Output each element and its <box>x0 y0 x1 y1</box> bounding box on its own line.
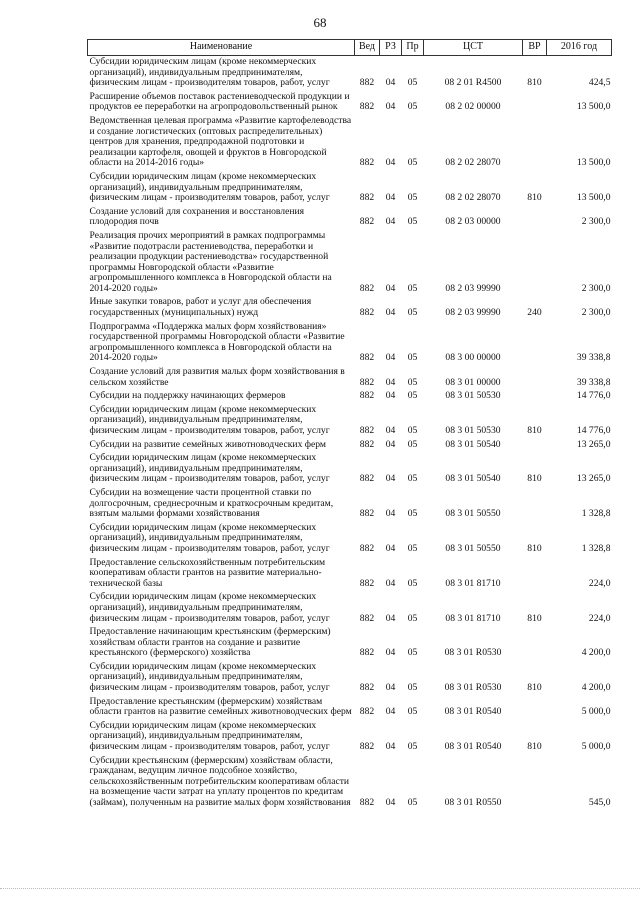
row-vr: 810 <box>527 77 542 89</box>
row-rz: 04 <box>385 542 396 554</box>
budget-table <box>87 39 612 811</box>
row-pr: 05 <box>407 157 418 169</box>
row-name: Подпрограмма «Поддержка малых форм хозяйствования» государственной программы Новгородской области «Развитие агропромышленного комплекса в Новгородской области на 2014-2020 годы» <box>89 320 345 364</box>
row-ved: 882 <box>359 647 375 659</box>
row-pr: 05 <box>407 307 418 319</box>
header-pr: Пр <box>402 40 424 56</box>
row-pr: 05 <box>407 612 418 624</box>
row-pr: 05 <box>407 376 418 388</box>
table-row <box>88 115 612 171</box>
row-ved: 882 <box>359 508 375 520</box>
row-vr <box>523 557 547 592</box>
row-vr: 810 <box>527 682 542 694</box>
table-row <box>88 91 612 115</box>
row-cst: 08 2 03 99990 <box>445 307 501 319</box>
row-name: Субсидии юридическим лицам (кроме некоммерческих организаций), индивидуальным предпринимателям, физическим лицам - производителям товаров, работ, услуг <box>89 521 330 554</box>
row-pr: 05 <box>407 216 418 228</box>
row-amount: 1 328,8 <box>581 508 611 520</box>
row-amount: 5 000,0 <box>581 741 611 753</box>
row-cst: 08 3 01 81710 <box>445 612 501 624</box>
row-cst: 08 3 01 50540 <box>445 473 501 485</box>
row-pr: 05 <box>407 682 418 694</box>
row-amount: 1 328,8 <box>581 542 611 554</box>
row-rz: 04 <box>385 508 396 520</box>
row-rz: 04 <box>385 192 396 204</box>
header-ved: Вед <box>355 40 380 56</box>
row-rz: 04 <box>385 797 396 808</box>
row-ved: 882 <box>359 77 375 89</box>
row-pr: 05 <box>407 577 418 589</box>
row-name: Ведомственная целевая программа «Развитие картофелеводства и создание логистических (оптовых распределительных) центров для хранения, предпродажной подготовки и реализации картофеля, овощей и фруктов в Новгородской области на 2014-2016 годы» <box>89 114 352 169</box>
row-name: Иные закупки товаров, работ и услуг для обеспечения государственных (муниципальных) нужд <box>89 296 312 319</box>
row-ved: 882 <box>359 157 375 169</box>
row-name: Субсидии юридическим лицам (кроме некоммерческих организаций), индивидуальным предпринимателям, физическим лицам - производителям товаров, работ, услуг <box>89 403 330 436</box>
row-amount: 14 776,0 <box>576 390 611 402</box>
row-name: Субсидии юридическим лицам (кроме некоммерческих организаций), индивидуальным предпринимателям, физическим лицам - производителям товаров, работ, услуг <box>89 719 330 753</box>
row-pr: 05 <box>407 542 418 554</box>
row-name: Реализация прочих мероприятий в рамках подпрограммы «Развитие подотрасли растениеводства, переработки и реализации продукции растениеводства» государственной программы Новгородской области «Развитие агропромышленного комплекса в Новгородской области на 2014-2020 годы» <box>89 229 332 294</box>
table-row <box>88 321 612 366</box>
table-row <box>88 171 612 206</box>
row-vr <box>523 91 547 115</box>
row-name: Предоставление крестьянским (фермерским) хозяйствам области грантов на развитие семейных животноводческих ферм <box>89 695 352 718</box>
row-pr: 05 <box>407 438 418 450</box>
row-rz: 04 <box>385 741 396 753</box>
row-ved: 882 <box>359 376 375 388</box>
table-row <box>88 487 612 522</box>
row-rz: 04 <box>385 101 396 113</box>
bottom-scan-edge <box>0 888 640 891</box>
row-rz: 04 <box>385 376 396 388</box>
row-vr: 240 <box>527 307 542 319</box>
row-pr: 05 <box>407 508 418 520</box>
row-rz: 04 <box>385 352 396 364</box>
row-vr: 810 <box>527 473 542 485</box>
row-cst: 08 3 01 R0540 <box>444 706 502 718</box>
row-amount: 424,5 <box>588 77 611 89</box>
row-ved: 882 <box>359 352 375 364</box>
row-vr <box>523 390 547 404</box>
row-cst: 08 3 01 R0550 <box>444 797 502 808</box>
row-ved: 882 <box>359 307 375 319</box>
row-ved: 882 <box>359 438 375 450</box>
row-cst: 08 2 02 28070 <box>445 157 501 169</box>
row-name: Субсидии юридическим лицам (кроме некоммерческих организаций), индивидуальным предпринимателям, физическим лицам - производителям товаров, работ, услуг <box>89 452 330 485</box>
row-amount: 39 338,8 <box>576 352 611 364</box>
row-cst: 08 3 01 50530 <box>445 425 501 436</box>
row-amount: 224,0 <box>588 612 611 624</box>
row-name: Субсидии на поддержку начинающих фермеров <box>89 390 286 402</box>
table-row <box>88 696 612 720</box>
row-vr <box>523 321 547 366</box>
row-amount: 224,0 <box>588 577 611 589</box>
table-row <box>88 56 612 91</box>
row-pr: 05 <box>407 797 418 808</box>
row-amount: 39 338,8 <box>576 376 611 388</box>
row-ved: 882 <box>359 473 375 485</box>
table-row <box>88 366 612 390</box>
row-cst: 08 3 01 50550 <box>445 508 501 520</box>
row-vr <box>523 206 547 230</box>
row-ved: 882 <box>359 542 375 554</box>
row-pr: 05 <box>407 473 418 485</box>
header-vr: ВР <box>523 40 547 56</box>
table-row <box>88 591 612 626</box>
row-rz: 04 <box>385 425 396 436</box>
row-rz: 04 <box>385 577 396 589</box>
row-name: Расширение объемов поставок растениеводческой продукции и продуктов ее переработки на агропродовольственный рынок <box>89 90 350 113</box>
row-pr: 05 <box>407 706 418 718</box>
row-cst: 08 3 01 50530 <box>445 390 501 402</box>
row-pr: 05 <box>407 741 418 753</box>
row-amount: 4 200,0 <box>581 647 611 659</box>
row-vr: 810 <box>527 542 542 554</box>
row-pr: 05 <box>407 352 418 364</box>
row-name: Субсидии крестьянским (фермерским) хозяйствам области, гражданам, ведущим личное подсобное хозяйство, сельскохозяйственным потребительским кооперативам области на возмещение части затрат на уплату процентов по кредитам (займам), полученным на развитие малых форм хозяйствования <box>89 754 351 808</box>
table-row <box>88 296 612 320</box>
row-vr <box>523 696 547 720</box>
row-rz: 04 <box>385 438 396 450</box>
header-rz: РЗ <box>380 40 402 56</box>
row-ved: 882 <box>359 612 375 624</box>
row-rz: 04 <box>385 216 396 228</box>
row-name: Предоставление начинающим крестьянским (фермерским) хозяйствам области грантов на создание и развитие крестьянского (фермерского) хозяйства <box>89 626 331 659</box>
table-row <box>88 206 612 230</box>
row-cst: 08 2 02 28070 <box>445 192 501 204</box>
row-amount: 5 000,0 <box>581 706 611 718</box>
table-row <box>88 439 612 453</box>
row-cst: 08 2 03 00000 <box>445 216 501 228</box>
row-name: Субсидии юридическим лицам (кроме некоммерческих организаций), индивидуальным предпринимателям, физическим лицам - производителям товаров, работ, услуг <box>89 170 330 204</box>
row-cst: 08 3 01 50540 <box>445 438 501 450</box>
table-row <box>88 522 612 557</box>
row-amount: 545,0 <box>588 797 611 808</box>
table-row <box>88 661 612 696</box>
table-body <box>88 56 612 811</box>
row-ved: 882 <box>359 101 375 113</box>
row-amount: 13 265,0 <box>576 438 611 450</box>
row-amount: 2 300,0 <box>581 216 611 228</box>
row-cst: 08 3 01 81710 <box>445 577 501 589</box>
row-name: Субсидии на развитие семейных животноводческих ферм <box>89 438 326 450</box>
row-amount: 14 776,0 <box>576 425 611 436</box>
row-name: Предоставление сельскохозяйственным потребительским кооперативам области грантов на развитие материально-технической базы <box>89 556 326 589</box>
table-row <box>88 626 612 661</box>
row-cst: 08 3 01 00000 <box>445 376 501 388</box>
row-pr: 05 <box>407 647 418 659</box>
row-cst: 08 3 00 00000 <box>445 352 501 364</box>
row-pr: 05 <box>407 425 418 436</box>
table-row <box>88 755 612 811</box>
row-pr: 05 <box>407 192 418 204</box>
row-cst: 08 3 01 50550 <box>445 542 501 554</box>
table-row <box>88 230 612 297</box>
row-vr: 810 <box>527 192 542 204</box>
table-header-row <box>88 40 612 56</box>
row-amount: 13 500,0 <box>576 192 611 204</box>
row-vr: 810 <box>527 741 542 753</box>
row-ved: 882 <box>359 682 375 694</box>
row-ved: 882 <box>359 425 375 436</box>
row-ved: 882 <box>359 706 375 718</box>
row-vr: 810 <box>527 612 542 624</box>
row-vr <box>523 487 547 522</box>
row-name: Создание условий для сохранения и восстановления плодородия почв <box>89 205 305 228</box>
row-rz: 04 <box>385 682 396 694</box>
row-ved: 882 <box>359 390 375 402</box>
row-rz: 04 <box>385 612 396 624</box>
row-rz: 04 <box>385 157 396 169</box>
table-row <box>88 390 612 404</box>
row-name: Субсидии юридическим лицам (кроме некоммерческих организаций), индивидуальным предпринимателям, физическим лицам - производителям товаров, работ, услуг <box>89 660 330 694</box>
row-vr <box>523 366 547 390</box>
row-amount: 13 265,0 <box>576 473 611 485</box>
row-cst: 08 2 03 99990 <box>445 282 501 294</box>
row-name: Создание условий для развития малых форм хозяйствования в сельском хозяйстве <box>89 366 345 388</box>
row-vr: 810 <box>527 425 542 436</box>
row-vr <box>523 230 547 297</box>
row-ved: 882 <box>359 192 375 204</box>
row-name: Субсидии юридическим лицам (кроме некоммерческих организаций), индивидуальным предпринимателям, физическим лицам - производителям товаров, работ, услуг <box>89 591 330 624</box>
row-rz: 04 <box>385 282 396 294</box>
row-rz: 04 <box>385 307 396 319</box>
row-amount: 2 300,0 <box>581 307 611 319</box>
table-row <box>88 452 612 487</box>
row-vr <box>523 115 547 171</box>
row-cst: 08 3 01 R0530 <box>444 647 502 659</box>
row-cst: 08 2 02 00000 <box>445 101 501 113</box>
row-pr: 05 <box>407 282 418 294</box>
row-name: Субсидии на возмещение части процентной ставки по долгосрочным, среднесрочным и краткосрочным кредитам, взятым малыми формами хозяйствования <box>89 486 334 520</box>
row-amount: 13 500,0 <box>576 101 611 113</box>
row-amount: 13 500,0 <box>576 157 611 169</box>
row-ved: 882 <box>359 282 375 294</box>
row-amount: 4 200,0 <box>581 682 611 694</box>
row-rz: 04 <box>385 473 396 485</box>
row-cst: 08 3 01 R0530 <box>444 682 502 694</box>
row-vr <box>523 439 547 453</box>
row-ved: 882 <box>359 797 375 808</box>
header-cst: ЦСТ <box>424 40 523 56</box>
row-rz: 04 <box>385 77 396 89</box>
page-number: 68 <box>313 15 327 30</box>
row-pr: 05 <box>407 101 418 113</box>
row-ved: 882 <box>359 577 375 589</box>
header-name: Наименование <box>88 40 355 56</box>
row-pr: 05 <box>407 390 418 402</box>
table-row <box>88 557 612 592</box>
row-amount: 2 300,0 <box>581 282 611 294</box>
row-ved: 882 <box>359 741 375 753</box>
table-row <box>88 720 612 755</box>
row-rz: 04 <box>385 706 396 718</box>
row-cst: 08 2 01 R4500 <box>444 77 502 89</box>
header-year: 2016 год <box>547 40 612 56</box>
row-cst: 08 3 01 R0540 <box>444 741 502 753</box>
row-ved: 882 <box>359 216 375 228</box>
row-rz: 04 <box>385 647 396 659</box>
row-rz: 04 <box>385 390 396 402</box>
row-vr <box>523 755 547 811</box>
row-vr <box>523 626 547 661</box>
row-name: Субсидии юридическим лицам (кроме некоммерческих организаций), индивидуальным предпринимателям, физическим лицам - производителям товаров, работ, услуг <box>89 56 330 89</box>
row-pr: 05 <box>407 77 418 89</box>
table-row <box>88 404 612 439</box>
